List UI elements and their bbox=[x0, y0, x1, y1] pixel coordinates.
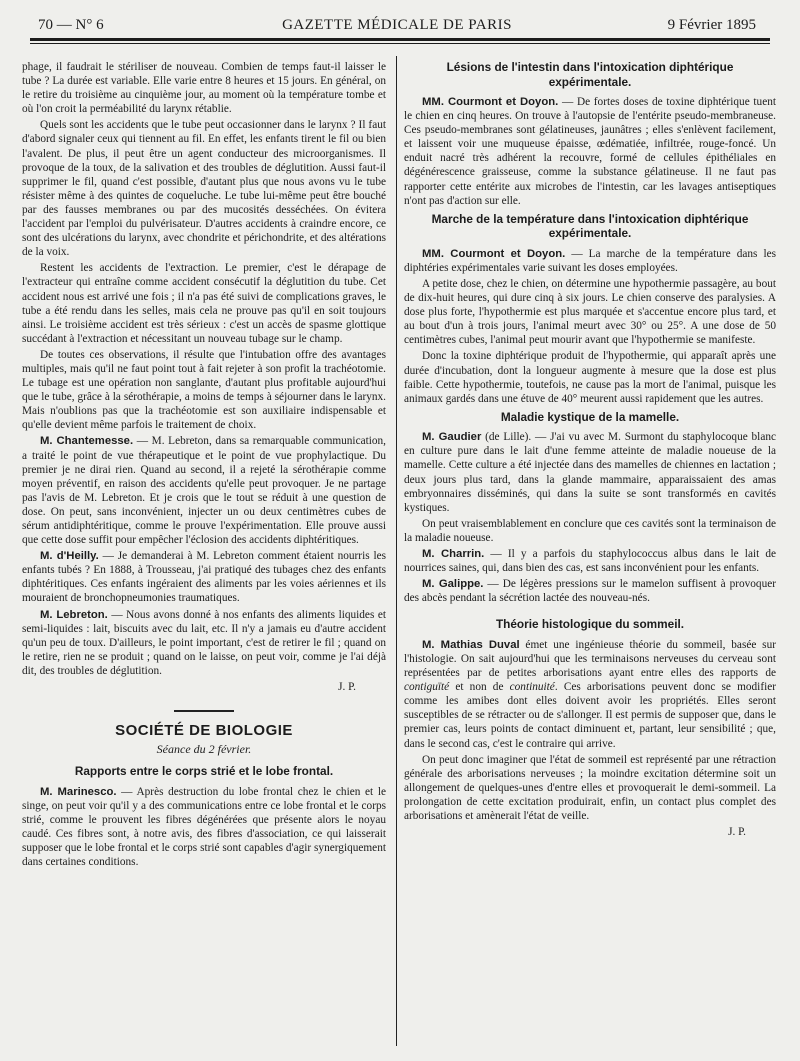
paragraph bbox=[22, 608, 386, 678]
speech-text: — De fortes doses de toxine diphtérique tuent le chien en cinq heures. On trouve à l'autopsie de l'entérite pseudo-membraneuse. Ces pseudo-membranes sont gélatineuses, jaunâtres ; elles s'enlèvent facilement, et laissent voir une muqueuse épaisse, œdématiée, infiltrée, rouge-foncé. Un enduit nacré très adhérent la recouvre, formé de cellules épithéliales en dégénérescence graisseuse, comme la substance gélatineuse. Il ne faut pas rapporter cette entérite aux microbes de l'intestin, car les lavages antiseptiques n'ont pas d'action sur elle. bbox=[404, 96, 776, 207]
paragraph: Restent les accidents de l'extraction. Le premier, c'est le dérapage de l'extracteur qui entraîne comme accident consécutif la déglutition du tube. Cet accident nous est arrivé une fois ; il n'a pas été suivi de complications graves, le tube a été rendu dans les selles, mais cela ne prouve pas qu'il en soit toujours ainsi. Le troisième accident est très sérieux : c'est un accès de spasme glottique succédant à l'extraction et nécessitant un nouveau tubage sur le champ. bbox=[22, 262, 386, 345]
session-date: Séance du 2 février. bbox=[156, 742, 252, 757]
paragraph: A petite dose, chez le chien, on détermine une hypothermie passagère, au bout de dix-huit heures, qui dure cinq à six jours. Le chien conserve des paralysies. A dose plus forte, l'hypothermie est plus marquée et s'accentue encore plus tard, et au bout d'un à trois jours, l'animal meurt avec 30° ou 25°. A une dose de 50 centimètres cubes, l'animal peut mourir avant que l'hypothermie se manifeste. bbox=[404, 277, 776, 347]
section-heading: Théorie histologique du sommeil. bbox=[495, 617, 685, 632]
society-title: SOCIÉTÉ DE BIOLOGIE bbox=[115, 722, 293, 740]
section-heading: Maladie kystique de la mamelle. bbox=[500, 409, 680, 424]
paragraph bbox=[404, 547, 776, 575]
section-heading: Rapports entre le corps strié et le lobe frontal. bbox=[74, 764, 334, 779]
speech-text: (de Lille). — J'ai vu avec M. Surmont du staphylocoque blanc en culture pure dans le lait d'une femme atteinte de maladie noueuse de la mamelle. Cette culture a été injectée dans des mamelles de chiennes en lactation ; deux jours plus tard, dans la glande mammaire, apparaissaient des amas embryonnaires disséminés, qui dans la suite se sont transformés en cavités kystiques. bbox=[404, 431, 776, 514]
paragraph bbox=[22, 434, 386, 547]
header-rule bbox=[30, 38, 770, 41]
speech-text: — De légères pressions sur le mamelon suffisent à provoquer des abcès pendant la sécrétion lactée des nouveau-nés. bbox=[404, 578, 777, 605]
header-rule-thin bbox=[30, 43, 770, 44]
italic-term: continuité bbox=[509, 681, 555, 694]
left-column bbox=[22, 60, 386, 871]
paragraph: phage, il faudrait le stériliser de nouveau. Combien de temps faut-il laisser le tube ? La durée est variable. Elle varie entre 8 heures et 15 jours. En général, on le retire du troisième au cinquième jour, au moment où la température tombe et où l'on croit la perméabilité du larynx rétablie. bbox=[22, 61, 386, 116]
paragraph bbox=[404, 247, 776, 275]
paragraph: On peut donc imaginer que l'état de sommeil est représenté par une rétraction générale des arborisations nerveuses ; la moindre excitation détermine soit un allongement de quelques-unes d'entre elles et provoquerait le demi-sommeil. La prolongation de cette excitation produirait, enfin, un contact plus complet des arborisations et amènerait l'état de veille. bbox=[404, 753, 776, 823]
speaker-name: M. Mathias Duval bbox=[422, 638, 520, 651]
signature: J. P. bbox=[338, 681, 356, 694]
journal-title: GAZETTE MÉDICALE DE PARIS bbox=[282, 17, 512, 33]
page-header bbox=[38, 14, 756, 36]
speaker-name: MM. Courmont et Doyon. bbox=[422, 247, 566, 260]
speech-text: — Je demanderai à M. Lebreton comment étaient nourris les enfants tubés ? En 1888, à Trousseau, j'ai pratiqué des tubages chez des enfants diphtéritiques. Ces enfants ingéraient des aliments par les voies aériennes et ils mouraient de bronchopneumonies traumatiques. bbox=[22, 550, 386, 605]
speaker-name: M. Lebreton. bbox=[40, 608, 108, 621]
speech-text: — La marche de la température dans les diphtéries expérimentales varie suivant les doses employées. bbox=[404, 247, 777, 274]
paragraph bbox=[22, 549, 386, 605]
speech-text: émet une ingénieuse théorie du sommeil, basée sur l'histologie. On sait aujourd'hui que les terminaisons nerveuses du cerveau sont représentées par de petites arborisations ayant entre elles des rapports de bbox=[404, 638, 776, 680]
signature: J. P. bbox=[728, 826, 746, 839]
speaker-name: M. Marinesco. bbox=[40, 785, 117, 798]
italic-term: contiguïté bbox=[404, 681, 450, 694]
speech-text: . Ces arborisations peuvent donc se modifier comme les amibes dont elles doivent avoir les propriétés. Elles seront susceptibles de se rétracter ou de s'allonger. Il est permis de supposer que, dans le premier cas, leurs points de contact diminuent et, partant, leur sensibilité ; que, dans le second cas, c'est le contraire qui arrive. bbox=[404, 681, 776, 750]
speech-text: — Après destruction du lobe frontal chez le chien et le singe, on peut voir qu'il y a des communications entre ce lobe frontal et le corps strié, comme le prouvent les fibres dégénérées que présente alors le noyau caudé. Ces fibres sont, à notre avis, des fibres d'association, ce qui laisserait supposer que le lobe frontal et le corps strié sont capables d'agir synergiquement dans certaines conditions. bbox=[22, 785, 386, 869]
speaker-name: M. d'Heilly. bbox=[40, 550, 99, 563]
speaker-name: M. Chantemesse. bbox=[40, 435, 134, 448]
paragraph: On peut vraisemblablement en conclure que ces cavités sont la terminaison de la maladie noueuse. bbox=[404, 517, 776, 544]
speaker-name: M. Charrin. bbox=[422, 548, 485, 561]
paragraph bbox=[404, 638, 776, 751]
issue-date: 9 Février 1895 bbox=[667, 17, 756, 33]
speaker-name: M. Gaudier bbox=[422, 431, 482, 444]
paragraph bbox=[404, 95, 776, 208]
speaker-name: M. Galippe. bbox=[422, 578, 484, 591]
paragraph bbox=[404, 430, 776, 515]
section-heading: Lésions de l'intestin dans l'intoxication diphtérique expérimentale. bbox=[446, 60, 734, 89]
speech-text: — Il y a parfois du staphylococcus albus dans le lait de nourrices saines, qui, dans bien des cas, est sans inconvénient pour les enfants. bbox=[404, 548, 777, 575]
speech-text: — Nous avons donné à nos enfants des aliments liquides et semi-liquides : lait, biscuits avec du lait, etc. Il n'y a jamais eu d'autre accident qu'un peu de toux. D'ailleurs, le point important, c'est de retirer le fil ; quand on le retire, rien ne se produit ; quand on le laisse, on peut voir, comme je l'ai déjà dit, des troubles de déglutition. bbox=[22, 608, 386, 677]
speech-text: — M. Lebreton, dans sa remarquable communication, a traité le point de vue thérapeutique et le point de vue prophylactique. Du premier je ne dirai rien. Quand au second, il a rejeté la sérothérapie comme moyen préventif, en raison des accidents qu'elle peut provoquer. Je ne partage pas l'avis de M. Lebreton. Et je crois que le tout se réduit à une question de dose. On peut, sans inconvénient, injecter un ou deux centimètres cubes de sérum antidiphtéritique, comme le prouve l'expérimentation. Elle prouve aussi que cette dose suffit pour empêcher l'éclosion des accidents diphtéritiques. bbox=[22, 435, 386, 547]
right-column bbox=[404, 60, 776, 839]
paragraph: De toutes ces observations, il résulte que l'intubation offre des avantages multiples, mais qu'il ne faut point tout à fait rejeter à son profit la trachéotomie. Le tubage est une opération non sanglante, d'autant plus profitable aujourd'hui que le tube, grâce à la sérothérapie, a moins de temps à séjourner dans le larynx. Mais n'oublions pas que la trachéotomie est son auxiliaire indispensable et qu'elle devient même parfois le traitement de choix. bbox=[22, 348, 386, 432]
paragraph bbox=[22, 785, 386, 870]
paragraph: Donc la toxine diphtérique produit de l'hypothermie, qui apparaît après une durée d'incubation, dont la longueur augmente à mesure que la dose est plus faible. Cette hypothermie, toutefois, ne cause pas la mort de l'animal, puisque les animaux gardés dans une étuve de 40° meurent aussi rapidement que les autres. bbox=[404, 350, 776, 405]
page-number: 70 — N° 6 bbox=[38, 17, 104, 33]
section-separator bbox=[174, 710, 234, 712]
column-divider bbox=[396, 56, 397, 1046]
paragraph: Quels sont les accidents que le tube peut occasionner dans le larynx ? Il faut d'abord signaler ceux qui tiennent au fil. En effet, les enfants tirent le fil ou bien l'avalent. De plus, il peut être un agent conducteur des microorganismes. Il provoque de la toux, de la salivation et des troubles de déglutition. Aussi faut-il supprimer le fil, quand c'est possible, d'autant plus que nous avons vu le tube résister même à des quintes de coqueluche. Le tube lui-même peut être bouché par des fausses membranes ou par des mucosités desséchées. On évitera l'accident par l'emploi du pulvérisateur. D'autres accidents à craindre encore, ce sont des ulcérations du larynx, avec chondrite et périchondrite, et des altérations de la voix. bbox=[22, 119, 386, 259]
paragraph bbox=[404, 577, 776, 605]
speaker-name: MM. Courmont et Doyon. bbox=[422, 96, 559, 108]
section-heading: Marche de la température dans l'intoxication diphtérique expérimentale. bbox=[431, 211, 749, 241]
speech-text: et non de bbox=[449, 681, 510, 694]
